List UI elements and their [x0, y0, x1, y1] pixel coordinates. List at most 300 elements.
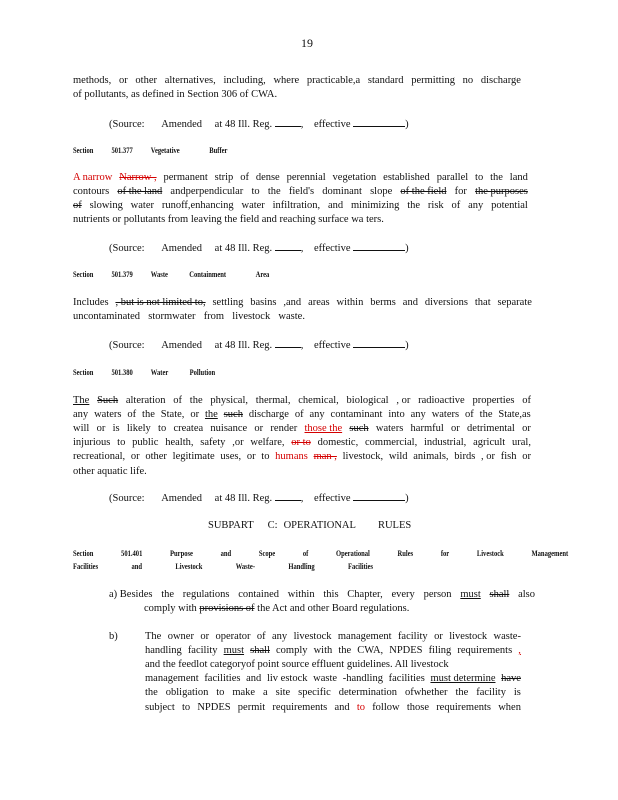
word: permit — [237, 701, 266, 713]
word: other — [135, 75, 157, 86]
word: The — [73, 395, 90, 406]
section-377-line — [73, 185, 528, 199]
word: and — [246, 673, 262, 685]
word: strip — [214, 172, 234, 183]
word: requirements — [436, 701, 491, 713]
word: uncontaminated — [73, 311, 141, 323]
word: or — [190, 409, 200, 421]
word: the — [189, 395, 203, 406]
word: ,or — [232, 437, 244, 449]
word: field's — [288, 186, 315, 198]
word: the — [161, 589, 175, 600]
word: of the land — [117, 186, 163, 198]
word: of — [256, 631, 266, 642]
word: or — [112, 214, 122, 226]
word: contaminant — [330, 409, 383, 421]
word: ,and — [283, 297, 302, 308]
source-377 — [109, 241, 409, 256]
word: to — [356, 701, 365, 713]
word: reaching — [279, 214, 316, 226]
source-380 — [109, 491, 409, 506]
word: settling — [212, 297, 244, 308]
word: permitting — [411, 75, 455, 86]
word: within — [287, 589, 315, 600]
word: areas — [308, 297, 330, 308]
word: detrimental — [467, 423, 515, 435]
word: NPDES — [197, 701, 231, 713]
section-380-line — [73, 450, 531, 464]
word: dense — [255, 172, 280, 183]
word: CWA, — [357, 645, 384, 657]
word: no — [462, 75, 474, 86]
heading-word: Livestock — [175, 562, 203, 571]
word: any — [73, 409, 89, 421]
word: of — [240, 172, 249, 183]
heading-word: Livestock — [476, 549, 504, 558]
word: waste- — [493, 631, 521, 642]
word: State, — [160, 409, 185, 421]
word: waters — [94, 409, 122, 421]
word: or — [434, 631, 443, 642]
section-379-line — [73, 310, 305, 324]
source-effective: effective — [313, 493, 351, 504]
word: berms — [370, 297, 396, 308]
word: shall — [489, 589, 510, 600]
source-open: (Source: — [109, 493, 145, 504]
word: and — [334, 701, 350, 713]
word: the — [267, 186, 281, 198]
word: harmful — [410, 423, 444, 435]
word: facilities — [204, 673, 241, 685]
word: or — [254, 423, 264, 435]
word: contained — [238, 589, 280, 600]
source-377-prev — [109, 117, 409, 132]
source-reg: at 48 Ill. Reg. — [214, 119, 273, 130]
word: injurious — [73, 437, 111, 449]
section-380-line — [73, 465, 147, 479]
word: or — [246, 451, 256, 463]
word: of — [173, 395, 183, 406]
word: infiltration, — [272, 200, 321, 212]
word: any — [468, 200, 484, 212]
item-b-line — [145, 658, 449, 672]
word: waste — [313, 673, 338, 685]
word: livestock — [232, 311, 271, 323]
source-note: (Source: Amended at 48 Ill. Reg. , effective ) — [109, 493, 409, 504]
word: waters — [375, 423, 404, 435]
word: established — [383, 172, 430, 183]
word: other aquatic life. — [73, 465, 147, 477]
word: stormwater — [148, 311, 196, 323]
word: safety — [200, 437, 226, 449]
word: createa — [173, 423, 204, 435]
heading-word: Purpose — [170, 549, 193, 558]
word: waters — [431, 409, 460, 421]
item-b-line — [145, 644, 521, 658]
word: or — [118, 75, 128, 86]
word: requirements — [272, 701, 328, 713]
section-377-line — [73, 171, 528, 185]
word: field — [239, 214, 260, 226]
section-heading-401-line1 — [73, 548, 568, 559]
word: such — [223, 409, 243, 421]
word: agricult — [473, 437, 506, 449]
word: must — [223, 645, 245, 657]
section-heading-377: Section 501.377 Vegetative Buffer — [73, 146, 228, 155]
word: alteration — [125, 395, 166, 406]
source-reg: at 48 Ill. Reg. — [214, 493, 273, 504]
item-a-line — [144, 602, 409, 616]
item-b-line — [145, 630, 521, 644]
word: animals, — [413, 451, 449, 463]
word: ural, — [512, 437, 531, 449]
source-close: ) — [405, 243, 409, 254]
source-effective: effective — [313, 340, 351, 351]
word: any — [272, 631, 288, 642]
word: determination — [338, 687, 398, 699]
source-amended: Amended — [161, 493, 203, 504]
word: facility — [476, 687, 506, 699]
word: alternatives, — [164, 75, 216, 86]
word: of the field — [400, 186, 447, 198]
word: to — [181, 701, 191, 713]
word: legitimate — [172, 451, 215, 463]
word: within — [336, 297, 364, 308]
section-heading-379: Section 501.379 Waste Containment Area — [73, 270, 270, 279]
word: or — [522, 423, 531, 435]
item-a-line — [109, 588, 535, 602]
word: State,as — [498, 409, 531, 421]
word: likely — [126, 423, 151, 435]
word: minimizing — [351, 200, 400, 212]
source-amended: Amended — [161, 340, 203, 351]
word: the — [407, 200, 421, 212]
word: or — [200, 631, 210, 642]
word: to — [117, 437, 126, 449]
source-reg: at 48 Ill. Reg. — [214, 340, 273, 351]
word: the — [455, 687, 469, 699]
word: physical, — [210, 395, 249, 406]
word: operator — [215, 631, 251, 642]
word: or — [96, 423, 106, 435]
word: of — [522, 395, 531, 406]
word: the — [142, 409, 155, 421]
source-close: ) — [405, 119, 409, 130]
heading-word: Management — [531, 549, 569, 558]
word: separate — [497, 297, 532, 308]
source-close: ) — [405, 493, 409, 504]
item-b-line — [145, 686, 521, 700]
word: biological — [346, 395, 389, 406]
word: , — [518, 645, 521, 657]
word: will — [73, 423, 90, 435]
word: to — [216, 687, 225, 699]
section-380-line — [73, 408, 531, 422]
word: make — [232, 687, 256, 699]
word: discharge — [248, 409, 289, 421]
heading-word: Scope — [258, 549, 276, 558]
word: management — [145, 673, 199, 685]
word: discharge — [480, 75, 521, 86]
word: fish — [500, 451, 517, 463]
word: where — [273, 75, 300, 86]
word: Chapter, — [347, 589, 383, 600]
word: and — [402, 297, 418, 308]
word: when — [498, 701, 521, 713]
section-380-line — [73, 422, 531, 436]
word: industrial, — [424, 437, 467, 449]
heading-word: 501.401 — [121, 549, 143, 558]
source-note: (Source: Amended at 48 Ill. Reg. , effective ) — [109, 340, 409, 351]
word: the Act and other Board regulations. — [257, 603, 410, 614]
source-amended: Amended — [161, 243, 203, 254]
source-note: (Source: Amended at 48 Ill. Reg. , effective ) — [109, 119, 409, 130]
intro-line-1 — [73, 74, 521, 88]
word: dominant — [322, 186, 362, 198]
word: to — [475, 172, 484, 183]
heading-word: Waste- — [235, 562, 256, 571]
word: facility — [187, 645, 218, 657]
word: subject — [145, 701, 175, 713]
word: liv estock — [266, 673, 308, 685]
source-effective: effective — [313, 119, 351, 130]
word: slowing — [89, 200, 123, 212]
word: comply with — [144, 603, 197, 614]
word: have — [501, 673, 521, 685]
word: facility — [397, 631, 428, 642]
word: owner — [167, 631, 194, 642]
source-close: ) — [405, 340, 409, 351]
word: man , — [313, 451, 337, 463]
source-open: (Source: — [109, 340, 145, 351]
word: any — [309, 409, 325, 421]
word: must — [460, 589, 481, 600]
heading-word: of — [302, 549, 309, 558]
word: domestic, — [317, 437, 359, 449]
word: pollutants — [123, 214, 166, 226]
word: of — [127, 409, 137, 421]
word: risk — [427, 200, 444, 212]
word: livestock — [449, 631, 488, 642]
word: to — [251, 186, 260, 198]
word: such — [349, 423, 369, 435]
word: render — [270, 423, 298, 435]
source-379 — [109, 338, 409, 353]
word: land — [509, 172, 528, 183]
section-377-line — [73, 213, 384, 227]
word: birds — [454, 451, 476, 463]
word: public — [132, 437, 159, 449]
word: person — [423, 589, 452, 600]
word: commercial, — [365, 437, 418, 449]
word: or to — [291, 437, 311, 449]
word: obligation — [165, 687, 209, 699]
word: radioactive — [418, 395, 465, 406]
word: the purposes — [475, 186, 528, 198]
word: follow — [372, 701, 400, 713]
word: NPDES — [389, 645, 423, 657]
word: methods, — [73, 75, 112, 86]
word: Narrow , — [119, 172, 157, 183]
word: nuisance — [210, 423, 248, 435]
word: water — [130, 200, 154, 212]
word: parallel — [436, 172, 469, 183]
word: filing — [428, 645, 452, 657]
word: waste. — [278, 311, 305, 323]
word: ofwhether — [404, 687, 448, 699]
word: of — [465, 409, 474, 421]
word: properties — [472, 395, 515, 406]
word: provisions of — [199, 603, 255, 614]
word: slope — [370, 186, 393, 198]
word: and the feedlot categoryof point source effluent guidelines. All livestock — [145, 659, 449, 671]
word: wild — [388, 451, 408, 463]
word: specific — [298, 687, 331, 699]
word: livestock — [293, 631, 332, 642]
word: from — [167, 214, 189, 226]
word: thermal, — [255, 395, 291, 406]
section-heading-380: Section 501.380 Water Pollution — [73, 368, 216, 377]
word: basins — [250, 297, 277, 308]
word: handling — [145, 645, 182, 657]
heading-word: Handling — [288, 562, 315, 571]
source-open: (Source: — [109, 243, 145, 254]
section-heading-401-line2 — [73, 561, 373, 572]
section-380-line — [73, 436, 531, 450]
heading-word: for — [440, 549, 450, 558]
word: or — [130, 451, 140, 463]
word: is — [112, 423, 120, 435]
word: is — [513, 687, 521, 699]
section-377-line — [73, 199, 528, 213]
word: practicable,a — [306, 75, 361, 86]
word: shall — [250, 645, 270, 657]
word: permanent — [163, 172, 208, 183]
word: standard — [367, 75, 404, 86]
source-effective: effective — [313, 243, 351, 254]
word: uses, — [220, 451, 242, 463]
word: site — [275, 687, 291, 699]
source-reg: at 48 Ill. Reg. — [214, 243, 273, 254]
source-open: (Source: — [109, 119, 145, 130]
date-blank — [353, 117, 405, 127]
word: runoff,enhancing — [161, 200, 234, 212]
word: or — [451, 423, 460, 435]
word: also — [518, 589, 535, 600]
word: any — [410, 409, 426, 421]
word: other — [145, 451, 167, 463]
word: andperpendicular — [170, 186, 244, 198]
word: of — [294, 409, 304, 421]
word: those the — [304, 423, 343, 435]
word: livestock, — [342, 451, 384, 463]
subpart-heading: SUBPART C: OPERATIONAL RULES — [208, 520, 412, 531]
word: requirements — [457, 645, 513, 657]
word: Such — [97, 395, 119, 406]
date-blank — [353, 338, 405, 348]
reg-blank — [275, 241, 301, 251]
word: -handling — [342, 673, 383, 685]
heading-word: Operational — [335, 549, 370, 558]
word: to — [158, 423, 167, 435]
heading-word: Facilities — [347, 562, 374, 571]
section-379-line — [73, 296, 532, 310]
reg-blank — [275, 117, 301, 127]
intro-line-2: of pollutants, as defined in Section 306 of CWA. — [73, 89, 278, 100]
word: health, — [165, 437, 194, 449]
word: A narrow — [73, 172, 113, 183]
source-note: (Source: Amended at 48 Ill. Reg. , effective ) — [109, 243, 409, 254]
heading-word: and — [131, 562, 143, 571]
item-b-line — [145, 701, 521, 715]
word: diversions — [424, 297, 468, 308]
word: every — [391, 589, 415, 600]
word: the — [204, 409, 218, 421]
item-b-line — [145, 672, 521, 686]
page-number: 19 — [301, 36, 313, 50]
item-b-label: b) — [109, 631, 118, 642]
word: the — [490, 172, 503, 183]
word: or — [522, 451, 531, 463]
word: regulations — [182, 589, 230, 600]
word: a) Besides — [109, 589, 153, 600]
word: including, — [223, 75, 266, 86]
heading-word: Rules — [397, 549, 414, 558]
word: , or — [396, 395, 411, 406]
word: perennial — [286, 172, 326, 183]
word: management — [337, 631, 392, 642]
word: into — [388, 409, 405, 421]
word: wa ters. — [351, 214, 384, 226]
word: , but is not limited to, — [115, 297, 206, 308]
word: chemical, — [298, 395, 339, 406]
word: surface — [318, 214, 349, 226]
word: water — [241, 200, 265, 212]
word: potential — [491, 200, 528, 212]
word: contours — [73, 186, 110, 198]
word: the — [224, 214, 238, 226]
word: and — [328, 200, 344, 212]
word: humans — [275, 451, 308, 463]
word: , or — [481, 451, 495, 463]
word: of — [451, 200, 461, 212]
word: those — [406, 701, 429, 713]
word: nutrients — [73, 214, 110, 226]
word: the — [338, 645, 352, 657]
word: with — [313, 645, 333, 657]
reg-blank — [275, 491, 301, 501]
date-blank — [353, 241, 405, 251]
word: welfare, — [250, 437, 285, 449]
word: the — [145, 687, 158, 699]
word: Includes — [73, 297, 109, 308]
word: of — [73, 200, 82, 212]
heading-word: and — [220, 549, 232, 558]
word: facilities — [388, 673, 425, 685]
word: to — [261, 451, 270, 463]
word: the — [479, 409, 493, 421]
word: a — [263, 687, 268, 699]
word: vegetation — [332, 172, 377, 183]
section-380-line — [73, 394, 531, 408]
word: recreational, — [73, 451, 126, 463]
word: leaving — [190, 214, 222, 226]
word: from — [203, 311, 225, 323]
word: The — [145, 631, 162, 642]
word: comply — [276, 645, 308, 657]
reg-blank — [275, 338, 301, 348]
word: for — [454, 186, 467, 198]
